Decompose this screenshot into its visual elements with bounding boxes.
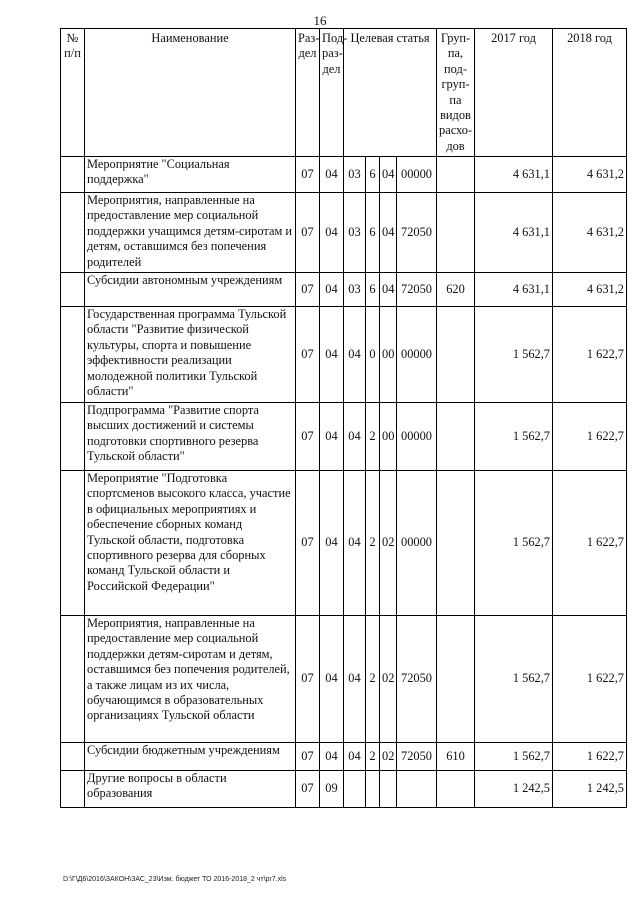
- cell-target-2: 2: [366, 403, 380, 471]
- cell-target-1: 03: [344, 157, 366, 193]
- cell-target-2: 6: [366, 157, 380, 193]
- page-number: 16: [313, 13, 327, 28]
- cell-target-4: 72050: [397, 743, 437, 771]
- cell-amount-2018: 1 622,7: [553, 616, 627, 743]
- cell-amount-2018: 1 622,7: [553, 471, 627, 616]
- cell-num: [61, 471, 85, 616]
- header-podrazdel: Под-раз-дел: [320, 29, 344, 157]
- cell-target-2: [366, 771, 380, 808]
- cell-podrazdel: 04: [320, 616, 344, 743]
- cell-amount-2018: 1 622,7: [553, 307, 627, 403]
- cell-amount-2017: 4 631,1: [475, 193, 553, 273]
- cell-name: Субсидии бюджетным учреждениям: [85, 743, 296, 771]
- cell-target-1: 04: [344, 743, 366, 771]
- cell-target-2: 2: [366, 471, 380, 616]
- cell-group: [437, 193, 475, 273]
- cell-target-2: 2: [366, 743, 380, 771]
- cell-amount-2017: 4 631,1: [475, 273, 553, 307]
- cell-target-4: 00000: [397, 307, 437, 403]
- cell-target-1: 03: [344, 193, 366, 273]
- cell-razdel: 07: [296, 471, 320, 616]
- cell-razdel: 07: [296, 157, 320, 193]
- header-expense-group: Груп-па, под-груп-па видов расхо-дов: [437, 29, 475, 157]
- cell-num: [61, 743, 85, 771]
- cell-target-4: 00000: [397, 157, 437, 193]
- table-row: [61, 403, 627, 471]
- cell-target-1: 04: [344, 616, 366, 743]
- cell-target-2: 2: [366, 616, 380, 743]
- cell-razdel: 07: [296, 403, 320, 471]
- cell-podrazdel: 04: [320, 403, 344, 471]
- cell-target-4: [397, 771, 437, 808]
- cell-target-1: 03: [344, 273, 366, 307]
- cell-target-1: 04: [344, 403, 366, 471]
- cell-amount-2017: 1 562,7: [475, 471, 553, 616]
- table-row: [61, 471, 627, 616]
- cell-num: [61, 193, 85, 273]
- cell-target-3: 04: [380, 193, 397, 273]
- cell-group: 610: [437, 743, 475, 771]
- cell-target-3: 02: [380, 471, 397, 616]
- cell-target-4: 72050: [397, 273, 437, 307]
- cell-target-4: 00000: [397, 471, 437, 616]
- cell-amount-2017: 4 631,1: [475, 157, 553, 193]
- cell-amount-2018: 1 622,7: [553, 403, 627, 471]
- cell-target-3: 00: [380, 403, 397, 471]
- cell-amount-2018: 1 622,7: [553, 743, 627, 771]
- cell-target-1: 04: [344, 307, 366, 403]
- file-path-footer: D:\Г\Д6\2016\ЗАКОН\ЗАС_23\Изм. бюджет ТО 2016-2018_2 чт\pr7.xls: [63, 876, 287, 883]
- table-row: [61, 616, 627, 743]
- cell-name: Мероприятия, направленные на предоставление мер социальной поддержки детям-сиротам и детям, оставшимся без попечения родителей, а также лицам из их числа, обучающимся в образовательных организациях Тульской области: [85, 616, 296, 743]
- cell-target-4: 00000: [397, 403, 437, 471]
- cell-podrazdel: 04: [320, 743, 344, 771]
- cell-amount-2018: 4 631,2: [553, 273, 627, 307]
- cell-name: Мероприятие "Подготовка спортсменов высокого класса, участие в официальных мероприятиях и обеспечение сборных команд Тульской области, подготовка спортивного резерва для сборных команд Тульской области и Российской Федерации": [85, 471, 296, 616]
- cell-amount-2017: 1 562,7: [475, 403, 553, 471]
- cell-num: [61, 403, 85, 471]
- cell-podrazdel: 04: [320, 157, 344, 193]
- cell-num: [61, 157, 85, 193]
- header-razdel: Раз-дел: [296, 29, 320, 157]
- cell-group: 620: [437, 273, 475, 307]
- cell-podrazdel: 09: [320, 771, 344, 808]
- table-row: [61, 743, 627, 771]
- cell-num: [61, 616, 85, 743]
- cell-target-1: [344, 771, 366, 808]
- table-row: [61, 193, 627, 273]
- cell-num: [61, 273, 85, 307]
- cell-num: [61, 771, 85, 808]
- cell-amount-2018: 4 631,2: [553, 193, 627, 273]
- cell-target-4: 72050: [397, 193, 437, 273]
- cell-group: [437, 616, 475, 743]
- cell-target-3: 02: [380, 743, 397, 771]
- cell-razdel: 07: [296, 307, 320, 403]
- cell-name: Мероприятие "Социальная поддержка": [85, 157, 296, 193]
- cell-target-3: 04: [380, 273, 397, 307]
- cell-target-2: 6: [366, 273, 380, 307]
- cell-razdel: 07: [296, 616, 320, 743]
- cell-name: Мероприятия, направленные на предоставление мер социальной поддержки учащимся детям-сиротам и детям, оставшимся без попечения родителей: [85, 193, 296, 273]
- cell-target-3: 00: [380, 307, 397, 403]
- cell-target-3: 02: [380, 616, 397, 743]
- cell-group: [437, 771, 475, 808]
- cell-razdel: 07: [296, 743, 320, 771]
- cell-name: Субсидии автономным учреждениям: [85, 273, 296, 307]
- budget-table: [60, 28, 627, 808]
- cell-name: Другие вопросы в области образования: [85, 771, 296, 808]
- cell-amount-2018: 4 631,2: [553, 157, 627, 193]
- cell-target-4: 72050: [397, 616, 437, 743]
- cell-podrazdel: 04: [320, 273, 344, 307]
- header-2017: 2017 год: [475, 29, 553, 157]
- cell-target-2: 6: [366, 193, 380, 273]
- cell-group: [437, 471, 475, 616]
- table-row: [61, 157, 627, 193]
- cell-group: [437, 157, 475, 193]
- cell-razdel: 07: [296, 193, 320, 273]
- header-target-article: Целевая статья: [344, 29, 437, 157]
- cell-num: [61, 307, 85, 403]
- cell-target-2: 0: [366, 307, 380, 403]
- table-header: [61, 29, 627, 157]
- header-num: № п/п: [61, 29, 85, 157]
- cell-group: [437, 403, 475, 471]
- table-row: [61, 273, 627, 307]
- cell-group: [437, 307, 475, 403]
- header-name: Наименование: [85, 29, 296, 157]
- cell-amount-2017: 1 562,7: [475, 743, 553, 771]
- cell-name: Государственная программа Тульской области "Развитие физической культуры, спорта и повышение эффективности реализации молодежной политики Тульской области": [85, 307, 296, 403]
- cell-podrazdel: 04: [320, 471, 344, 616]
- cell-name: Подпрограмма "Развитие спорта высших достижений и системы подготовки спортивного резерва Тульской области": [85, 403, 296, 471]
- cell-razdel: 07: [296, 771, 320, 808]
- header-2018: 2018 год: [553, 29, 627, 157]
- cell-amount-2017: 1 562,7: [475, 307, 553, 403]
- cell-podrazdel: 04: [320, 307, 344, 403]
- cell-amount-2018: 1 242,5: [553, 771, 627, 808]
- table-row: [61, 771, 627, 808]
- cell-target-3: 04: [380, 157, 397, 193]
- cell-podrazdel: 04: [320, 193, 344, 273]
- cell-target-3: [380, 771, 397, 808]
- cell-amount-2017: 1 242,5: [475, 771, 553, 808]
- cell-razdel: 07: [296, 273, 320, 307]
- cell-target-1: 04: [344, 471, 366, 616]
- table-row: [61, 307, 627, 403]
- cell-amount-2017: 1 562,7: [475, 616, 553, 743]
